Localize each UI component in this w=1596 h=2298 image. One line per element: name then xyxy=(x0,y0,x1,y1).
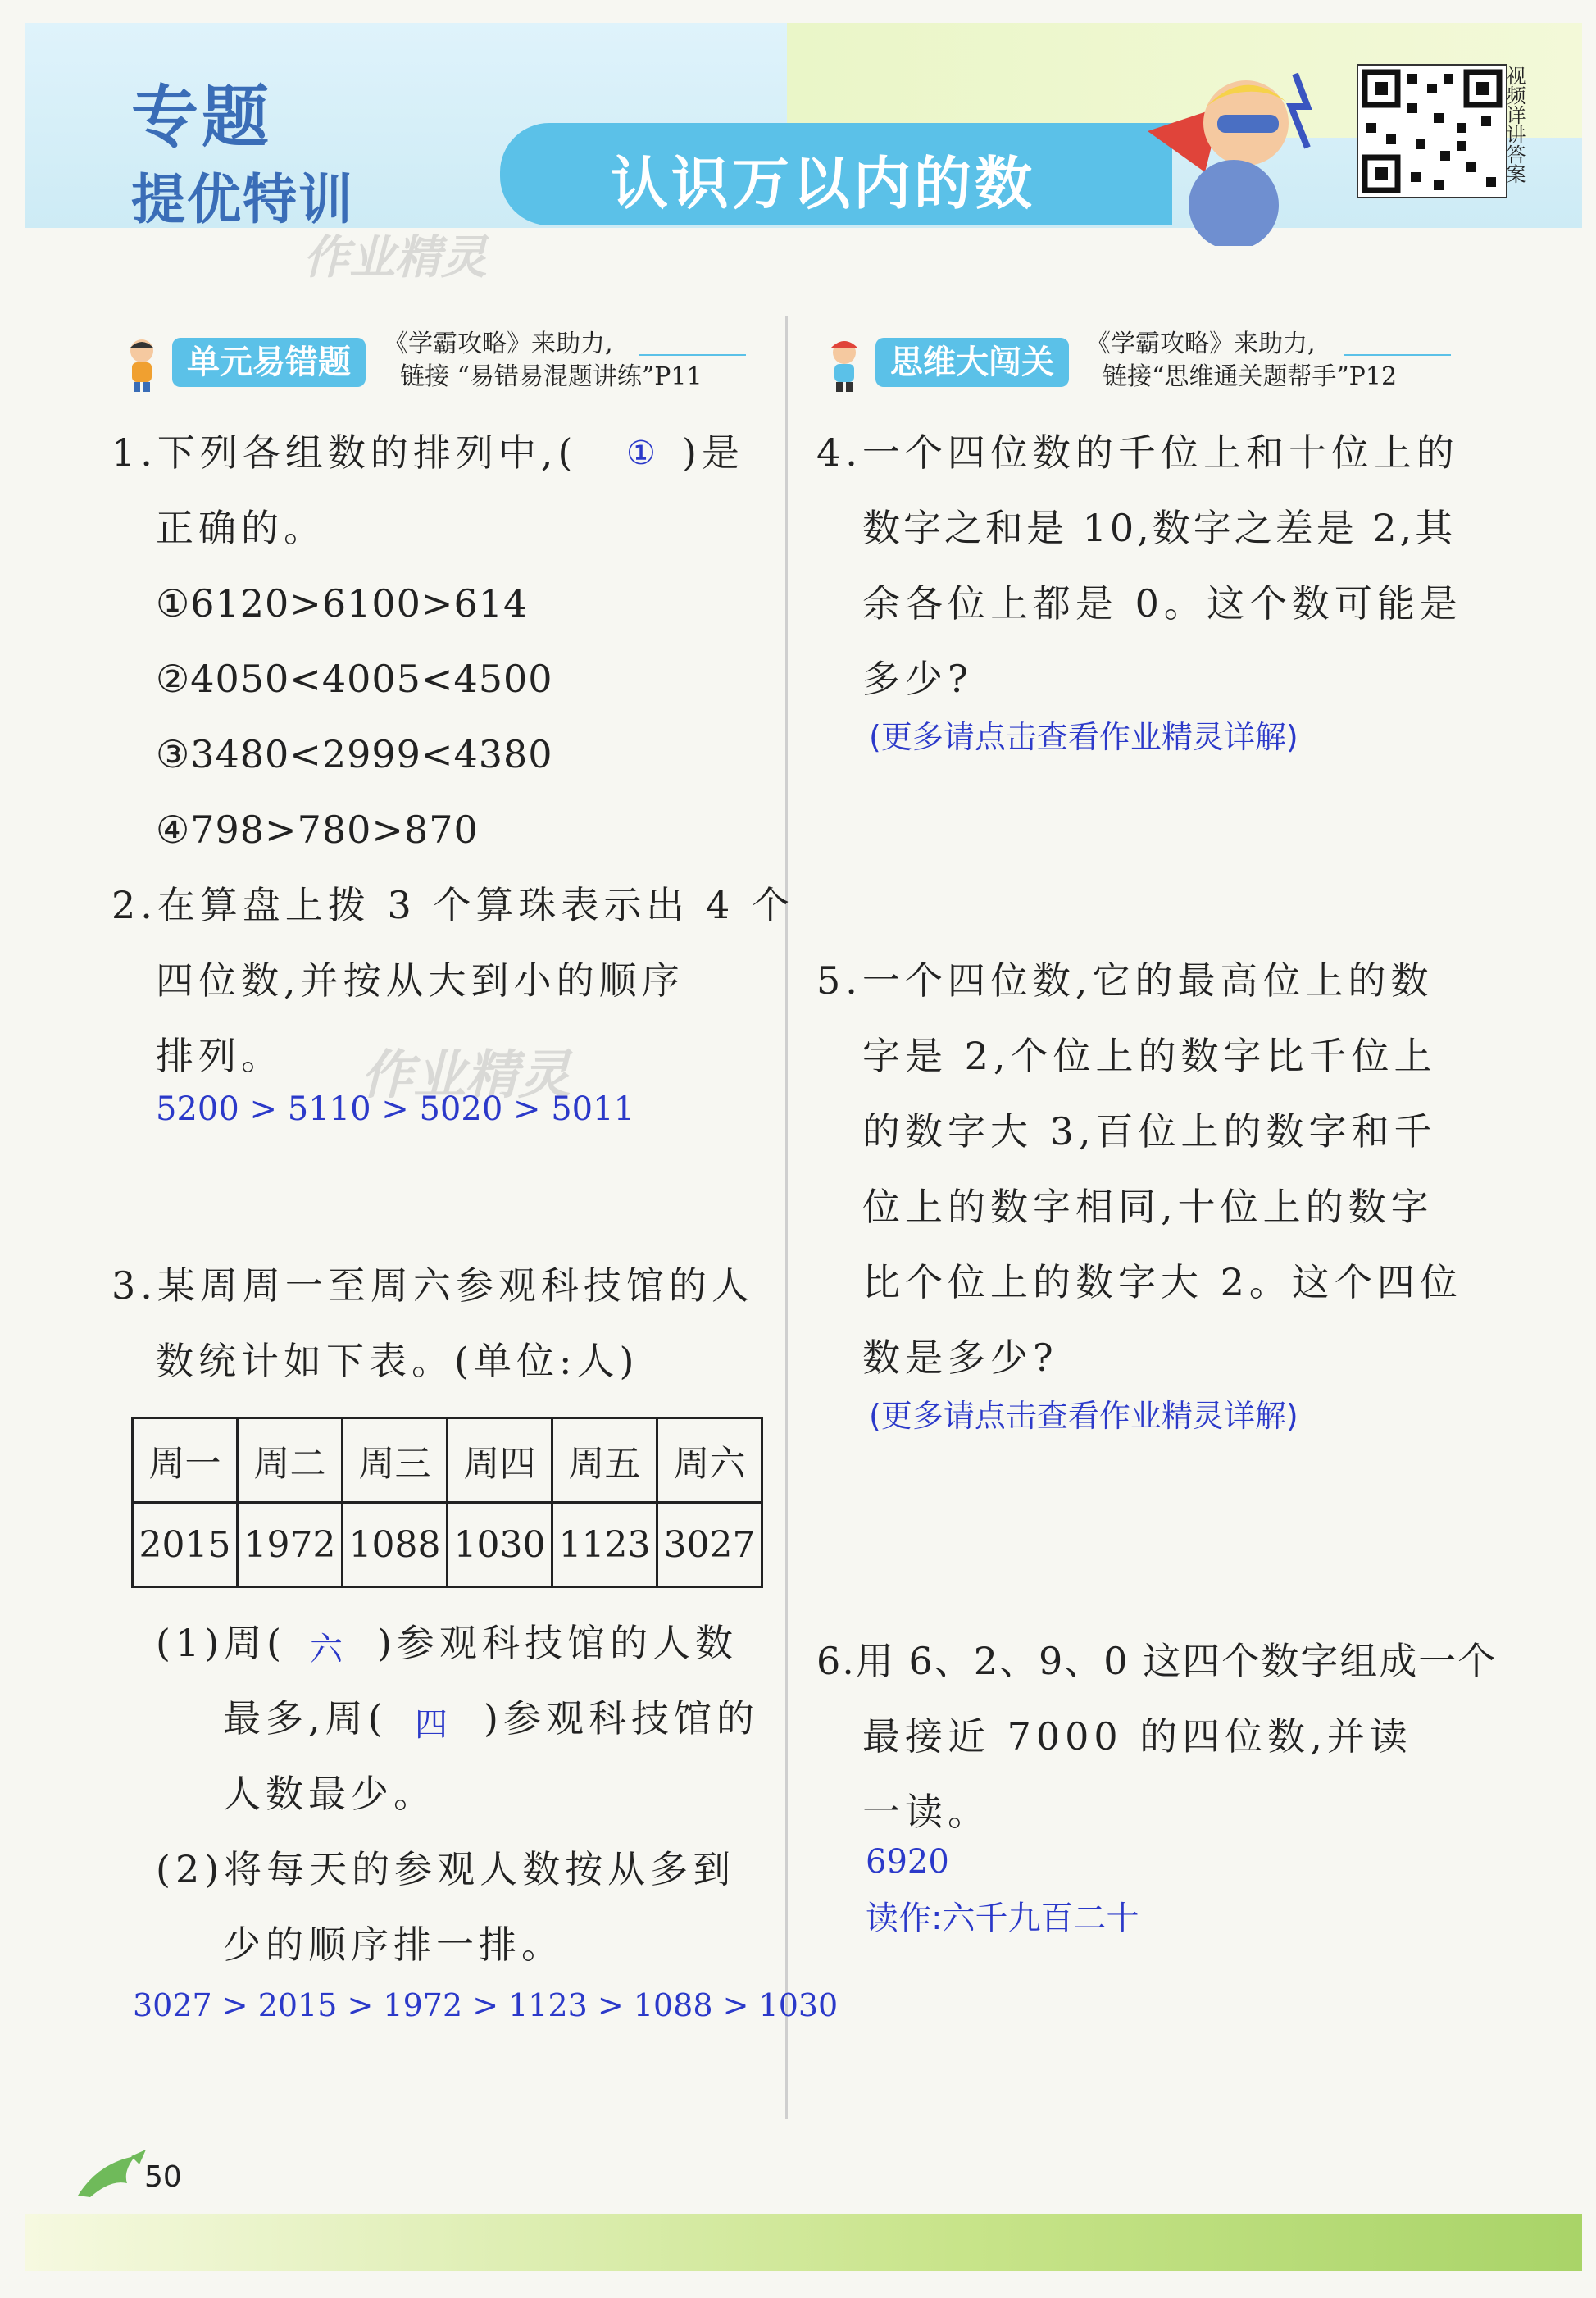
q3-sub1-mid: )参观科技馆的人数 xyxy=(377,1621,738,1665)
table-cell: 1123 xyxy=(552,1503,657,1587)
table-header-row xyxy=(133,1418,762,1503)
q3-sub1-start: (1)周( xyxy=(156,1621,287,1665)
q1-line1-end: )是 xyxy=(682,430,744,475)
dolphin-icon xyxy=(74,2146,148,2204)
section-note-line2: 链接“思维通关题帮手”P12 xyxy=(1103,362,1398,391)
section-note-line1: 《学霸攻略》来助力, xyxy=(384,330,613,358)
q3-sub1-cont: 最多,周( xyxy=(223,1696,388,1741)
page-number: 50 xyxy=(144,2160,182,2194)
q2-line1: 2.在算盘上拨 3 个算珠表示出 4 个 xyxy=(111,883,794,927)
q1-option: ③3480<2999<4380 xyxy=(156,732,553,776)
section-note-line1: 《学霸攻略》来助力, xyxy=(1086,330,1316,358)
q1-answer: ① xyxy=(626,435,656,472)
header-title-topic: 专题 xyxy=(131,79,273,157)
table-header-cell: 周四 xyxy=(448,1418,552,1503)
q1-line2: 正确的。 xyxy=(156,506,326,550)
q4-solution-link[interactable]: (更多请点击查看作业精灵详解) xyxy=(869,719,1298,755)
table-cell: 1030 xyxy=(448,1503,552,1587)
q3-sub2-line2: 少的顺序排一排。 xyxy=(223,1923,564,1967)
q5-line6: 数是多少? xyxy=(862,1336,1058,1380)
watermark: 作业精灵 xyxy=(303,231,487,284)
student-mascot-icon xyxy=(121,336,162,394)
q2-line2: 四位数,并按从大到小的顺序 xyxy=(156,958,684,1003)
footer-band xyxy=(25,2214,1582,2271)
table-cell: 2015 xyxy=(133,1503,238,1587)
header-title-training: 提优特训 xyxy=(131,168,354,231)
table-cell: 3027 xyxy=(657,1503,762,1587)
table-header-cell: 周一 xyxy=(133,1418,238,1503)
q1-option: ①6120>6100>614 xyxy=(156,581,529,626)
q6-line3: 一读。 xyxy=(862,1790,990,1834)
q5-solution-link[interactable]: (更多请点击查看作业精灵详解) xyxy=(869,1398,1298,1434)
watermark: 作业精灵 xyxy=(361,1045,571,1106)
q4-line2: 数字之和是 10,数字之差是 2,其 xyxy=(862,506,1457,550)
q3-sub1-end: 人数最少。 xyxy=(223,1772,436,1816)
q3-line2: 数统计如下表。(单位:人) xyxy=(156,1339,639,1383)
q6-answer-number: 6920 xyxy=(866,1843,949,1881)
q3-sub1-tail: )参观科技馆的 xyxy=(484,1696,759,1741)
column-divider xyxy=(785,316,788,2119)
q4-line4: 多少? xyxy=(862,657,973,701)
student-mascot-icon xyxy=(824,336,865,394)
visitor-table xyxy=(131,1417,763,1588)
q1-line1-start: 1.下列各组数的排列中,( xyxy=(111,430,578,475)
table-cell: 1088 xyxy=(343,1503,448,1587)
section-rule xyxy=(1344,354,1451,356)
table-header-cell: 周五 xyxy=(552,1418,657,1503)
table-header-cell: 周二 xyxy=(238,1418,343,1503)
q3-sub1-answer-least: 四 xyxy=(415,1706,448,1744)
q3-sub2-line1: (2)将每天的参观人数按从多到 xyxy=(156,1847,736,1891)
table-row xyxy=(133,1503,762,1587)
qr-code-icon[interactable] xyxy=(1357,64,1507,198)
table-cell: 1972 xyxy=(238,1503,343,1587)
table-header-cell: 周三 xyxy=(343,1418,448,1503)
q5-line1: 5.一个四位数,它的最高位上的数 xyxy=(816,958,1434,1003)
table-header-cell: 周六 xyxy=(657,1418,762,1503)
q6-line1: 6.用 6、2、9、0 这四个数字组成一个 xyxy=(816,1639,1498,1683)
q2-answer: 5200 > 5110 > 5020 > 5011 xyxy=(156,1090,635,1128)
section-rule xyxy=(639,354,746,356)
q3-line1: 3.某周周一至周六参观科技馆的人 xyxy=(111,1263,754,1308)
chapter-title: 认识万以内的数 xyxy=(611,150,1035,217)
q6-line2: 最接近 7000 的四位数,并读 xyxy=(862,1714,1412,1759)
q4-line3: 余各位上都是 0。这个数可能是 xyxy=(862,581,1462,626)
section-note-line2: 链接 “易错易混题讲练”P11 xyxy=(400,362,703,391)
q3-sub2-answer: 3027 > 2015 > 1972 > 1123 > 1088 > 1030 xyxy=(133,1987,839,2023)
q5-line2: 字是 2,个位上的数字比千位上 xyxy=(862,1034,1437,1078)
q4-line1: 4.一个四位数的千位上和十位上的 xyxy=(816,430,1459,475)
q3-sub1-answer-most: 六 xyxy=(310,1631,343,1668)
section-badge-thinking: 思维大闯关 xyxy=(875,338,1069,387)
qr-label: 视频详讲答案 xyxy=(1503,66,1526,184)
q2-line3: 排列。 xyxy=(156,1034,284,1078)
q1-option: ②4050<4005<4500 xyxy=(156,657,553,701)
q5-line4: 位上的数字相同,十位上的数字 xyxy=(862,1185,1434,1229)
q1-option: ④798>780>870 xyxy=(156,808,479,852)
q5-line5: 比个位上的数字大 2。这个四位 xyxy=(862,1260,1462,1304)
superhero-illustration-icon xyxy=(1131,57,1328,246)
q6-answer-reading: 读作:六千九百二十 xyxy=(866,1900,1139,1937)
section-badge-mistakes: 单元易错题 xyxy=(172,338,366,387)
q5-line3: 的数字大 3,百位上的数字和千 xyxy=(862,1109,1437,1154)
